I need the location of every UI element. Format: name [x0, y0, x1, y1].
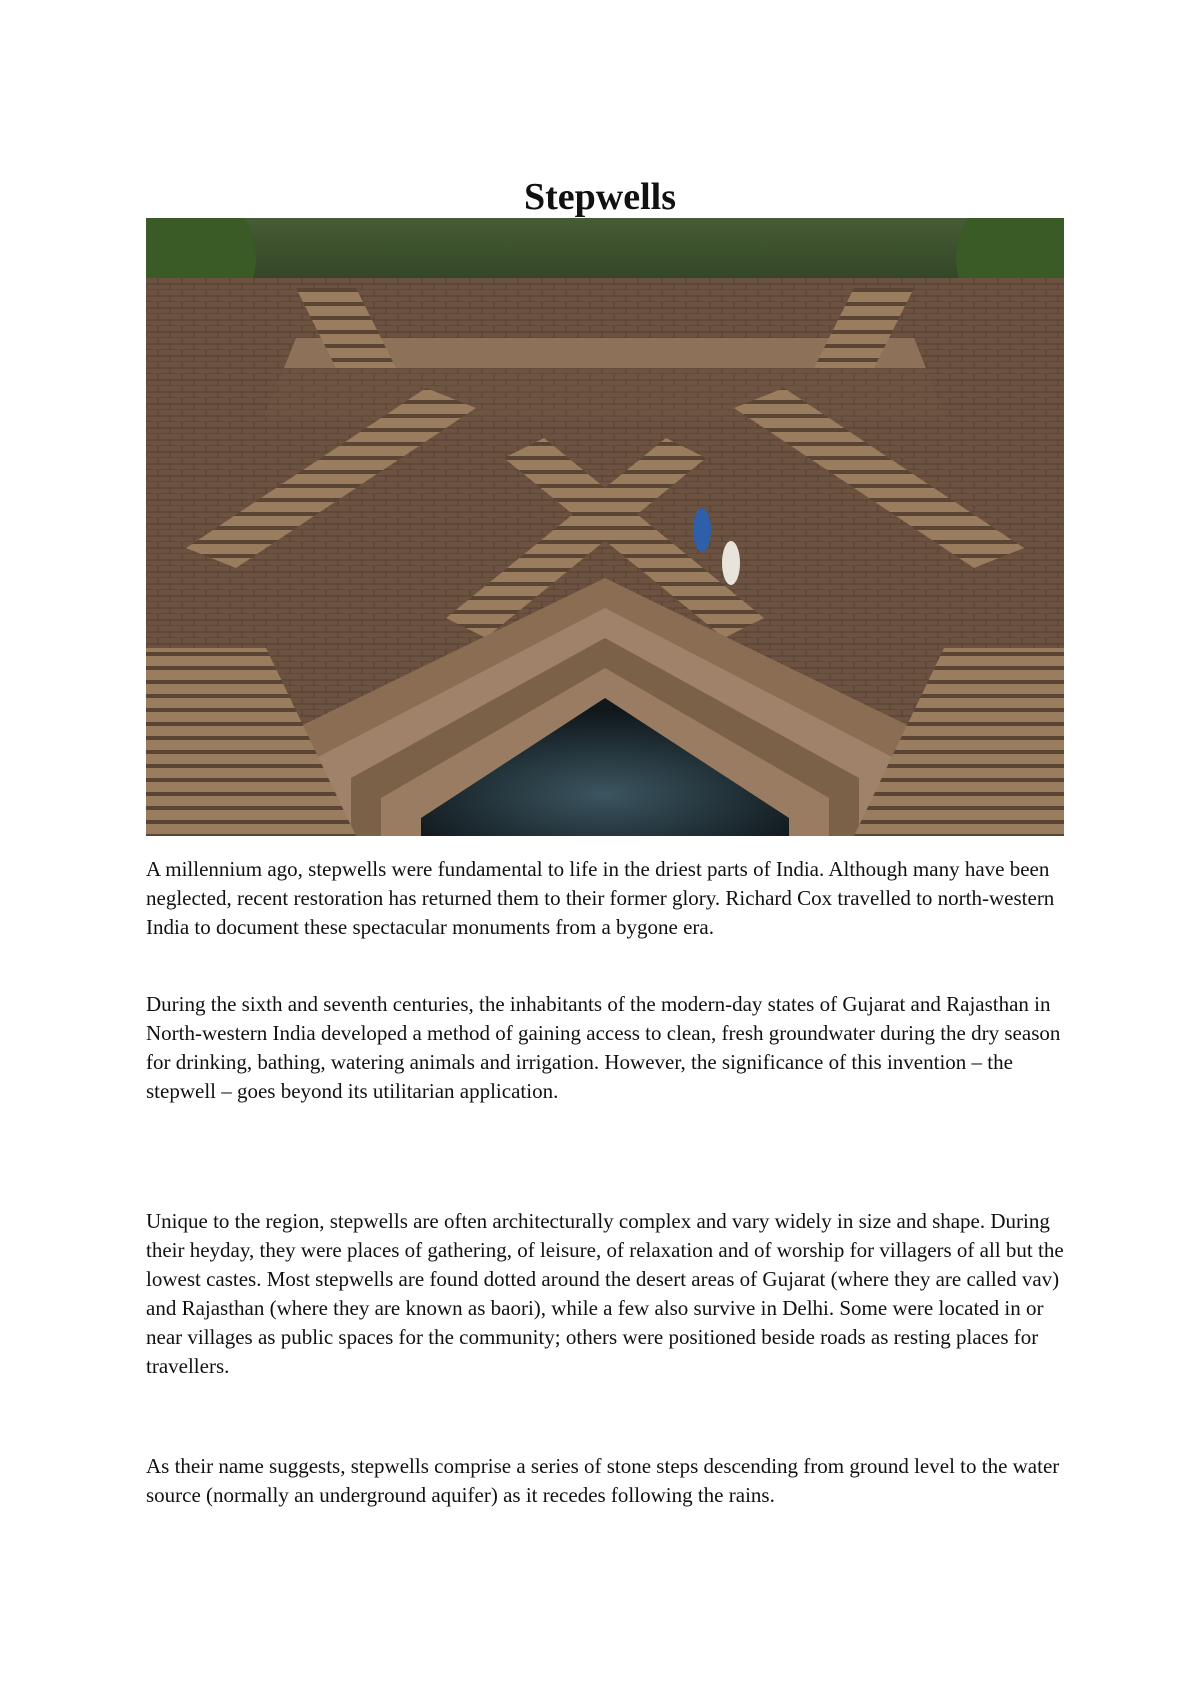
- figure-blue: [693, 508, 711, 552]
- page-title: Stepwells: [524, 176, 676, 219]
- paragraph-intro: A millennium ago, stepwells were fundamental to life in the driest parts of India. Although many have been neglected, recent restoration has returned them to their former glory. Richard Cox travelled to north-western India to document these spectacular monuments from a bygone era.: [146, 857, 1055, 939]
- paragraph-region: Unique to the region, stepwells are often architecturally complex and vary widely in size and shape. During their heyday, they were places of gathering, of leisure, of relaxation and of worship for villagers of all but the lowest castes. Most stepwells are found dotted around the desert areas of Gujarat (where they are called vav) and Rajasthan (where they are known as baori), while a few also survive in Delhi. Some were located in or near villages as public spaces for the community; others were positioned beside roads as resting places for travellers.: [146, 1209, 1064, 1378]
- paragraph-structure: As their name suggests, stepwells comprise a series of stone steps descending from ground level to the water source (normally an underground aquifer) as it recedes following the rains.: [146, 1454, 1060, 1507]
- stepwell-illustration: [146, 218, 1064, 836]
- figure-white: [722, 541, 740, 585]
- paragraph-history: During the sixth and seventh centuries, the inhabitants of the modern-day states of Gujarat and Rajasthan in North-western India developed a method of gaining access to clean, fresh groundwater during the dry season for drinking, bathing, watering animals and irrigation. However, the significance of this invention – the stepwell – goes beyond its utilitarian application.: [146, 992, 1061, 1103]
- stepwell-photo: [146, 218, 1064, 836]
